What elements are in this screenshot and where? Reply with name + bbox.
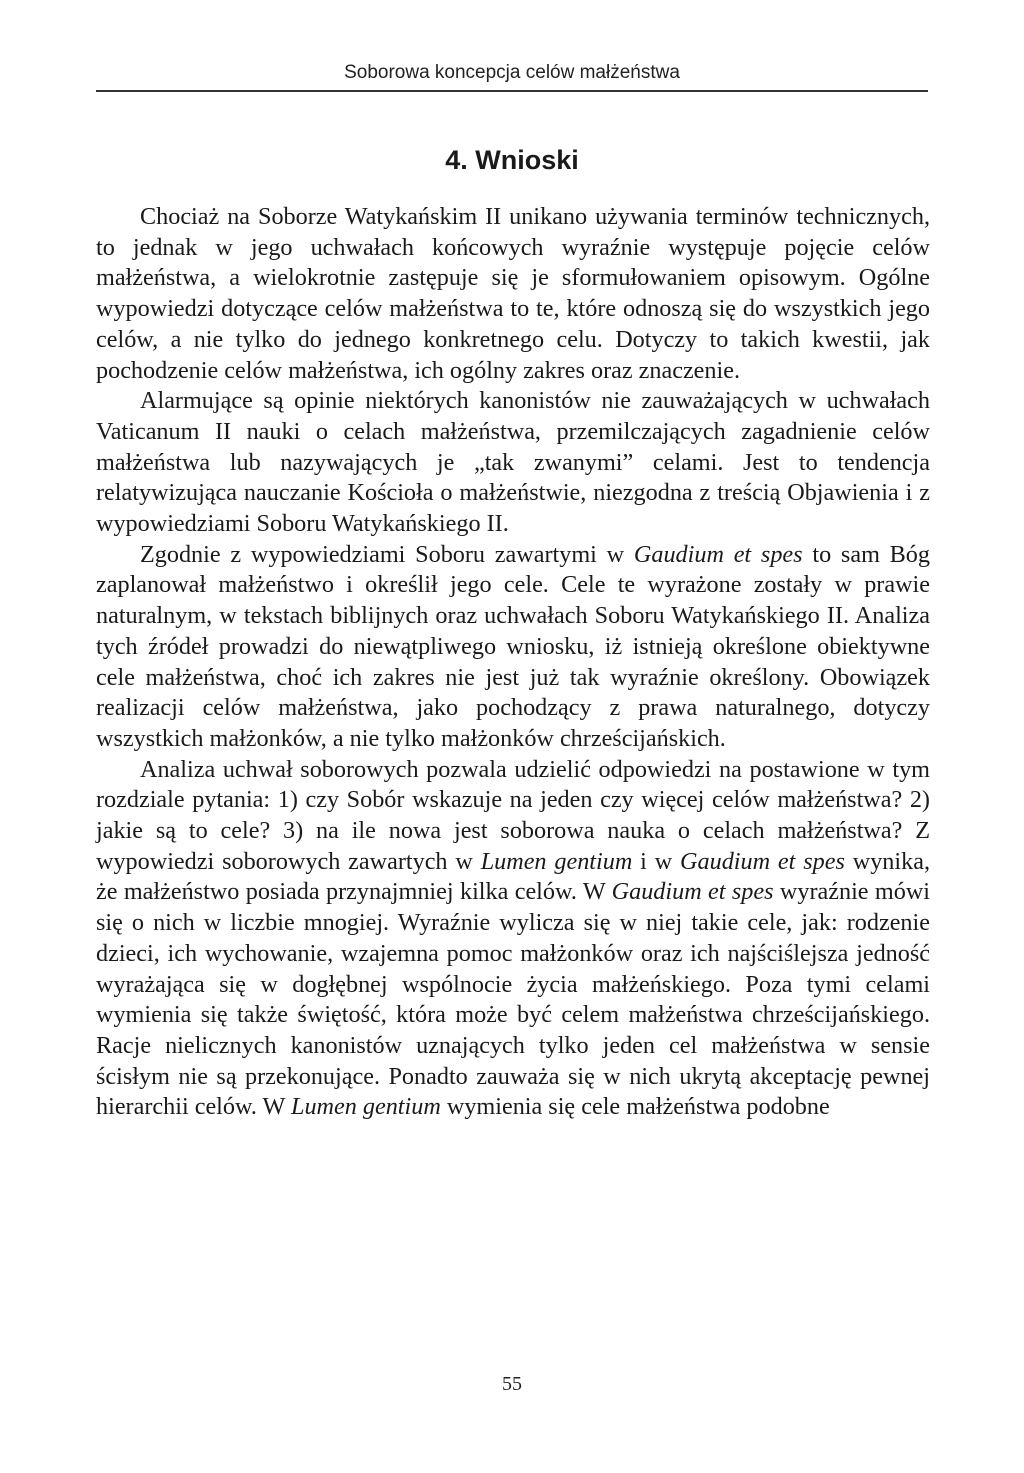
text-run: to sam Bóg zaplanował małżeństwo i określił jego cele. Cele te wyrażone zostały w prawie naturalnym, w tekstach biblijnych oraz uchwałach Soboru Watykańskiego II. Analiza tych źródeł prowadzi do niewątpliwego wniosku, iż istnieją określone obiektywne cele małżeństwa, choć ich zakres nie jest już tak wyraźnie określony. Obowiązek realizacji celów małżeństwa, jako pochodzący z prawa naturalnego, dotyczy wszystkich małżonków, a nie tylko małżonków chrześcijańskich. [96,540,930,752]
text-run: wyraźnie mówi się o nich w liczbie mnogiej. Wyraźnie wylicza się w niej takie cele, jak: rodzenie dzieci, ich wychowanie, wzajemna pomoc małżonków oraz ich najściślejsza jedność wyrażająca się w dogłębnej wspólnocie życia małżeńskiego. Poza tymi celami wymienia się także świętość, która może być celem małżeństwa chrześcijańskiego. Racje nielicznych kanonistów uznających tylko jeden cel małżeństwa w sensie ścisłym nie są przekonujące. Ponadto zauważa się w nich ukrytą akceptację pewnej hierarchii celów. W [96,878,931,1121]
text-run: Zgodnie z wypowiedziami Soboru zawartymi w [140,540,634,568]
paragraph [96,202,930,386]
text-run: Alarmujące są opinie niektórych kanonistów nie zauważających w uchwałach Vaticanum II nauki o celach małżeństwa, przemilczających zagadnienie celów małżeństwa lub nazywających je „tak zwanymi” celami. Jest to tendencja relatywizująca nauczanie Kościoła o małżeństwie, niezgodna z treścią Objawienia i z wypowiedziami Soboru Watykańskiego II. [96,387,930,538]
italic-title: Gaudium et spes [680,847,845,875]
paragraph [96,755,930,1123]
italic-title: Gaudium et spes [633,540,803,568]
text-run: wynika, że małżeństwo posiada przynajmniej kilka celów. W [96,847,930,906]
header-rule [96,90,928,92]
section-title: 4. Wnioski [445,145,579,175]
text-run: Chociaż na Soborze Watykańskim II unikano używania terminów technicznych, to jednak w jego uchwałach końcowych wyraźnie występuje pojęcie celów małżeństwa, a wielokrotnie zastępuje się je sformułowaniem opisowym. Ogólne wypowiedzi dotyczące celów małżeństwa to te, które odnoszą się do wszystkich jego celów, a nie tylko do jednego konkretnego celu. Dotyczy to takich kwestii, jak pochodzenie celów małżeństwa, ich ogólny zakres oraz znaczenie. [96,203,930,384]
text-run: wymienia się cele małżeństwa podobne [440,1093,830,1121]
running-header: Soborowa koncepcja celów małżeństwa [344,62,680,83]
body-text [96,202,930,1123]
paragraph [96,540,930,755]
text-run: Analiza uchwał soborowych pozwala udzielić odpowiedzi na postawione w tym rozdziale pytania: 1) czy Sobór wskazuje na jeden czy więcej celów małżeństwa? 2) jakie są to cele? 3) na ile nowa jest soborowa nauka o celach małżeństwa? Z wypowiedzi soborowych zawartych w [96,755,930,875]
italic-title: Gaudium et spes [611,878,774,906]
page-number: 55 [502,1373,522,1395]
text-run: i w [632,847,681,875]
italic-title: Lumen gentium [291,1093,441,1121]
italic-title: Lumen gentium [480,847,633,875]
paragraph [96,386,930,540]
